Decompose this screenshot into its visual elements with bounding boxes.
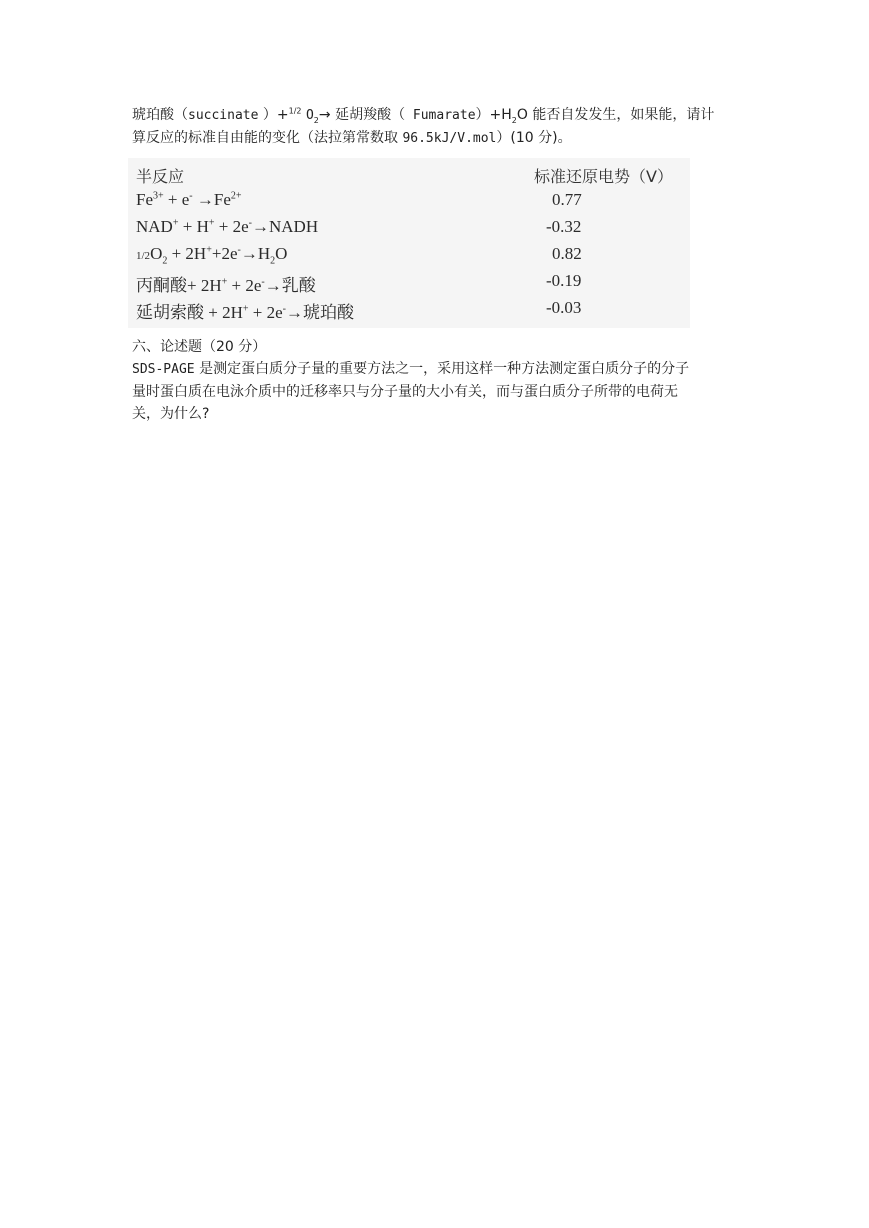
oxygen-subscript: 2 [313, 115, 319, 125]
question-text-segment: O 能否自发发生，如果能，请计 [516, 107, 715, 123]
water-subscript: 2 [511, 115, 517, 125]
table-row [136, 190, 682, 216]
sds-page-term: SDS-PAGE [132, 362, 195, 377]
half-reaction-cell: 延胡索酸 + 2H+ + 2e-→琥珀酸 [136, 303, 354, 322]
potential-value: 0.82 [552, 244, 582, 263]
half-reaction-cell: 丙酮酸+ 2H+ + 2e-→乳酸 [136, 276, 316, 295]
half-reaction-cell: NAD+ + H+ + 2e-→NADH [136, 217, 319, 236]
faraday-constant: 96.5kJ/V.mol [402, 131, 497, 146]
table-row [136, 298, 682, 324]
potential-value: 0.77 [552, 190, 582, 209]
question-text [132, 104, 744, 150]
question-text-segment: → 延胡羧酸（ [318, 107, 406, 123]
table-row [136, 244, 682, 270]
half-reaction-cell: $Fe^{3+} + e^- \to Fe^{2+}$ [136, 190, 242, 209]
essay-text-segment: 关，为什么? [132, 406, 210, 422]
question-text-segment: 琥珀酸（ [132, 107, 188, 123]
question-text-segment: ）+ [258, 107, 289, 123]
potential-value: -0.03 [546, 298, 582, 317]
potential-value: -0.19 [546, 271, 582, 290]
question-text-segment: ）(10 分)。 [496, 130, 572, 146]
section-title: 六、论述题（20 分） [132, 339, 267, 355]
header-half-reaction: 半反应 [136, 167, 185, 186]
table-row [136, 217, 682, 243]
half-reaction-cell: $1/2O_2 + 2H^++2e^-\to H_2O$ [136, 244, 288, 267]
question-text-segment: 算反应的标准自由能的变化（法拉第常数取 [132, 130, 403, 146]
succinate-term: succinate [188, 108, 259, 123]
essay-question-text [132, 358, 744, 425]
header-potential: 标准还原电势（V） [534, 167, 673, 186]
oxygen-symbol: O [305, 108, 314, 123]
potential-table [128, 158, 690, 328]
half-superscript: 1/2 [288, 106, 302, 116]
fumarate-term: Fumarate [405, 108, 476, 123]
essay-text-segment: 量时蛋白质在电泳介质中的迁移率只与分子量的大小有关，而与蛋白质分子所带的电荷无 [132, 384, 678, 400]
question-text-segment: ）+H [475, 107, 512, 123]
table-header-row [136, 164, 682, 190]
essay-text-segment: 是测定蛋白质分子量的重要方法之一，采用这样一种方法测定蛋白质分子的分子 [194, 361, 690, 377]
potential-value: -0.32 [546, 217, 582, 236]
table-row [136, 271, 682, 297]
